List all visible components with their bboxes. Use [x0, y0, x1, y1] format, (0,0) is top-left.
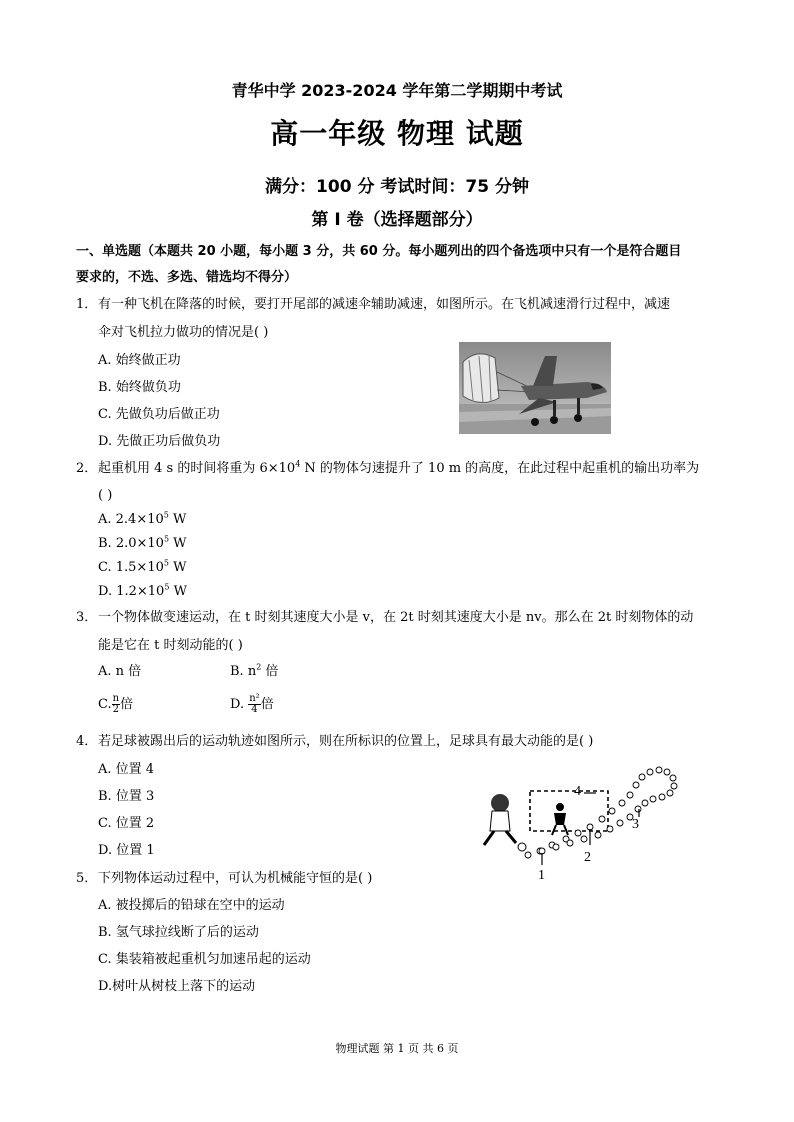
question-3-line2: 能是它在 t 时刻动能的( ) [98, 638, 243, 653]
q1-option-a: A. 始终做正功 [98, 353, 181, 368]
question-4 [76, 729, 716, 755]
position-label-1: 1 [538, 868, 545, 883]
position-label-4: 4 [574, 784, 581, 799]
q4-option-c: C. 位置 2 [98, 816, 155, 831]
question-2-line2: ( ) [98, 488, 113, 503]
position-label-3: 3 [632, 817, 639, 832]
question-5 [76, 866, 716, 892]
question-2 [76, 456, 716, 482]
q2-option-d: D. $1.2\times 10^5$ W [98, 582, 187, 599]
q3-option-d: D. $\frac{\text{n²}}{4}$ 倍 [230, 693, 274, 715]
question-1 [76, 292, 716, 318]
q3-option-b: B. $n^2$ 倍 [230, 662, 279, 679]
section-instructions-line2: 要求的，不选、多选、错选均不得分） [76, 270, 298, 285]
q5-option-a: A. 被投掷后的铅球在空中的运动 [98, 898, 285, 913]
position-label-2: 2 [584, 850, 591, 865]
jet-parachute-image [459, 342, 611, 434]
section-instructions-line1: 一、单选题（本题共 20 小题，每小题 3 分，共 60 分。每小题列出的四个备选项中只有一个是符合题目 [76, 244, 682, 259]
q1-option-d: D. 先做正功后做负功 [98, 434, 221, 449]
question-text: 有一种飞机在降落的时候，要打开尾部的减速伞辅助减速，如图所示。在飞机减速滑行过程中，减速 [98, 297, 671, 312]
question-number: 4． [76, 734, 98, 749]
subject-title: 高一年级 物理 试题 [270, 117, 524, 150]
q5-option-c: C. 集装箱被起重机匀加速吊起的运动 [98, 952, 311, 967]
school-exam-title: 青华中学 2023-2024 学年第二学期期中考试 [231, 81, 563, 100]
question-number: 5． [76, 871, 98, 886]
q2-option-c: C. $1.5\times 10^5$ W [98, 558, 187, 575]
q5-option-b: B. 氢气球拉线断了后的运动 [98, 925, 259, 940]
q4-option-b: B. 位置 3 [98, 789, 155, 804]
question-number: 3． [76, 610, 98, 625]
question-text-b: N 的物体匀速提升了 10 m 的高度，在此过程中起重机的输出功率为 [300, 461, 700, 476]
q2-option-a: A. $2.4\times 10^5$ W [98, 510, 187, 527]
question-text-a: 起重机用 4 s 的时间将重为 6×10 [98, 461, 296, 476]
q4-option-a: A. 位置 4 [98, 762, 155, 777]
score-time-info: 满分：100 分 考试时间：75 分钟 [265, 177, 529, 197]
exponent: 4 [295, 459, 301, 469]
q5-option-d: D.树叶从树枝上落下的运动 [98, 979, 256, 994]
q1-option-b: B. 始终做负功 [98, 380, 181, 395]
question-3 [76, 605, 716, 631]
question-text: 一个物体做变速运动，在 t 时刻其速度大小是 v，在 2t 时刻其速度大小是 nv。那么在 2t 时刻物体的动 [98, 610, 694, 625]
question-number: 2． [76, 461, 98, 476]
question-text: 下列物体运动过程中，可认为机械能守恒的是( ) [98, 871, 373, 886]
q1-option-c: C. 先做负功后做正功 [98, 407, 220, 422]
q2-option-b: B. $2.0\times 10^5$ W [98, 534, 187, 551]
part-title: 第 I 卷（选择题部分） [311, 210, 483, 230]
q3-option-a: A. n 倍 [98, 664, 142, 679]
question-text: 若足球被踢出后的运动轨迹如图所示，则在所标识的位置上，足球具有最大动能的是( ) [98, 734, 594, 749]
question-1-line2: 伞对飞机拉力做功的情况是( ) [98, 325, 269, 340]
question-number: 1． [76, 297, 98, 312]
q4-option-d: D. 位置 1 [98, 843, 155, 858]
q3-option-c: C. $\frac{n}{2}$ 倍 [98, 693, 134, 715]
page-footer: 物理试题 第 1 页 共 6 页 [335, 1042, 459, 1055]
